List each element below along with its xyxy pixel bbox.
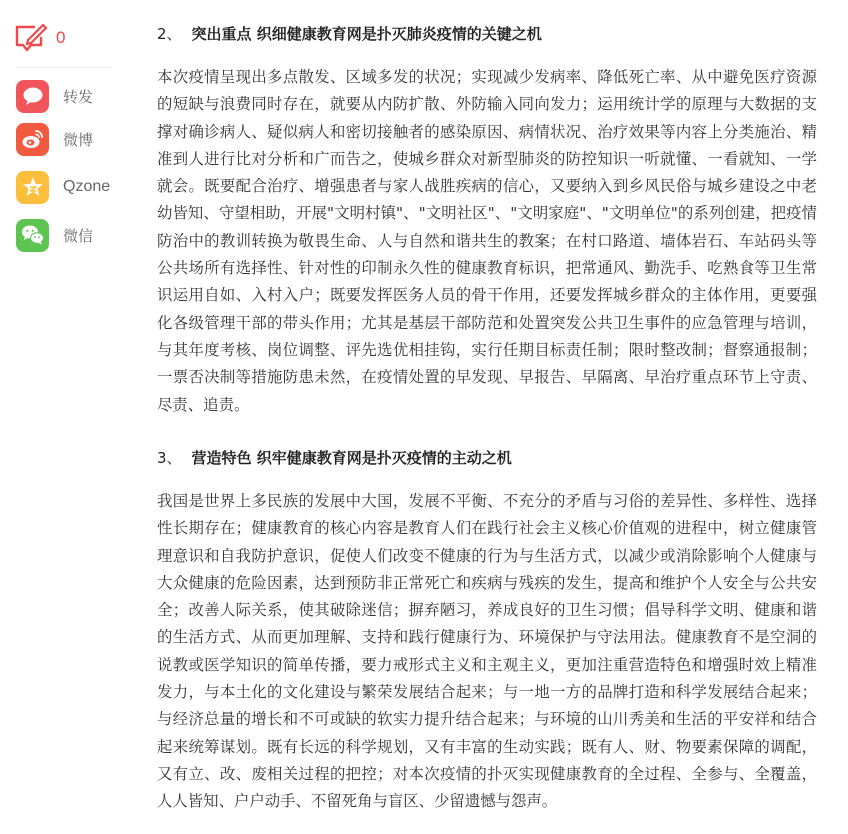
share-weibo-button[interactable]: [16, 122, 93, 156]
share-qzone-label: Qzone: [63, 178, 111, 195]
chat-bubble-icon: [16, 80, 49, 113]
section-3-number: 3、: [157, 449, 182, 467]
comment-button[interactable]: [14, 20, 114, 56]
share-forward-button[interactable]: [16, 79, 93, 113]
comment-count: 0: [56, 28, 66, 47]
section-2-number: 2、: [157, 25, 182, 43]
share-sidebar: [0, 0, 130, 834]
sidebar-divider: [16, 67, 111, 68]
section-2-title: 突出重点 织细健康教育网是扑灭肺炎疫情的关键之机: [191, 25, 542, 43]
section-2-paragraph: 本次疫情呈现出多点散发、区域多发的状况；实现减少发病率、降低死亡率、从中避免医疗资源的短缺与浪费同时存在，就要从内防扩散、外防输入同向发力；运用统计学的原理与大数据的支撑对确诊病人、疑似病人和密切接触者的感染原因、病情状况、治疗效果等内容上分类施治、精准到人进行比对分析和广而告之，使城乡群众对新型肺炎的防控知识一听就懂、一看就知、一学就会。既要配合治疗、增强患者与家人战胜疾病的信心，又要纳入到乡风民俗与城乡建设之中老幼皆知、守望相助，开展"文明村镇"、"文明社区"、"文明家庭"、"文明单位"的系列创建，把疫情防治中的教训转换为敬畏生命、人与自然和谐共生的教案；在村口路道、墙体岩石、车站码头等公共场所有选择性、针对性的印制永久性的健康教育标识，把常通风、勤洗手、吃熟食等卫生常识运用自如、入村入户；既要发挥医务人员的骨干作用，还要发挥城乡群众的主体作用，更要强化各级管理干部的带头作用；尤其是基层干部防范和处置突发公共卫生事件的应急管理与培训，与其年度考核、岗位调整、评先选优相挂钩，实行任期目标责任制；限时整改制；督察通报制；一票否决制等措施防患未然，在疫情处置的早发现、早报告、早隔离、早治疗重点环节上守责、尽责、追责。: [157, 68, 817, 414]
section-3-title: 营造特色 织牢健康教育网是扑灭疫情的主动之机: [191, 449, 512, 467]
share-weibo-label: 微博: [63, 130, 94, 149]
weibo-icon: [16, 123, 49, 156]
share-wechat-label: 微信: [63, 226, 94, 245]
wechat-icon: [16, 219, 49, 252]
section-3-heading: [157, 446, 817, 470]
share-qzone-button[interactable]: [16, 170, 110, 204]
comment-edit-icon: [14, 23, 48, 53]
share-wechat-button[interactable]: [16, 218, 93, 252]
section-3-paragraph: 我国是世界上多民族的发展中大国，发展不平衡、不充分的矛盾与习俗的差异性、多样性、选择性长期存在；健康教育的核心内容是教育人们在践行社会主义核心价值观的进程中，树立健康管理意识和自我防护意识，促使人们改变不健康的行为与生活方式，以减少或消除影响个人健康与大众健康的危险因素，达到预防非正常死亡和疾病与残疾的发生，提高和维护个人安全与公共安全；改善人际关系，使其破除迷信；摒弃陋习，养成良好的卫生习惯；倡导科学文明、健康和谐的生活方式、从而更加理解、支持和践行健康行为、环境保护与守法用法。健康教育不是空洞的说教或医学知识的简单传播，要力戒形式主义和主观主义，更加注重营造特色和增强时效上精准发力，与本土化的文化建设与繁荣发展结合起来；与一地一方的品牌打造和科学发展结合起来；与经济总量的增长和不可或缺的软实力提升结合起来；与环境的山川秀美和生活的平安祥和结合起来统筹谋划。既有长远的科学规划，又有丰富的生动实践；既有人、财、物要素保障的调配，又有立、改、废相关过程的把控；对本次疫情的扑灭实现健康教育的全过程、全参与、全覆盖，人人皆知、户户动手、不留死角与盲区、少留遗憾与怨声。: [157, 492, 817, 811]
qzone-star-icon: [16, 171, 49, 204]
section-2-heading: [157, 22, 817, 46]
share-forward-label: 转发: [63, 87, 94, 106]
